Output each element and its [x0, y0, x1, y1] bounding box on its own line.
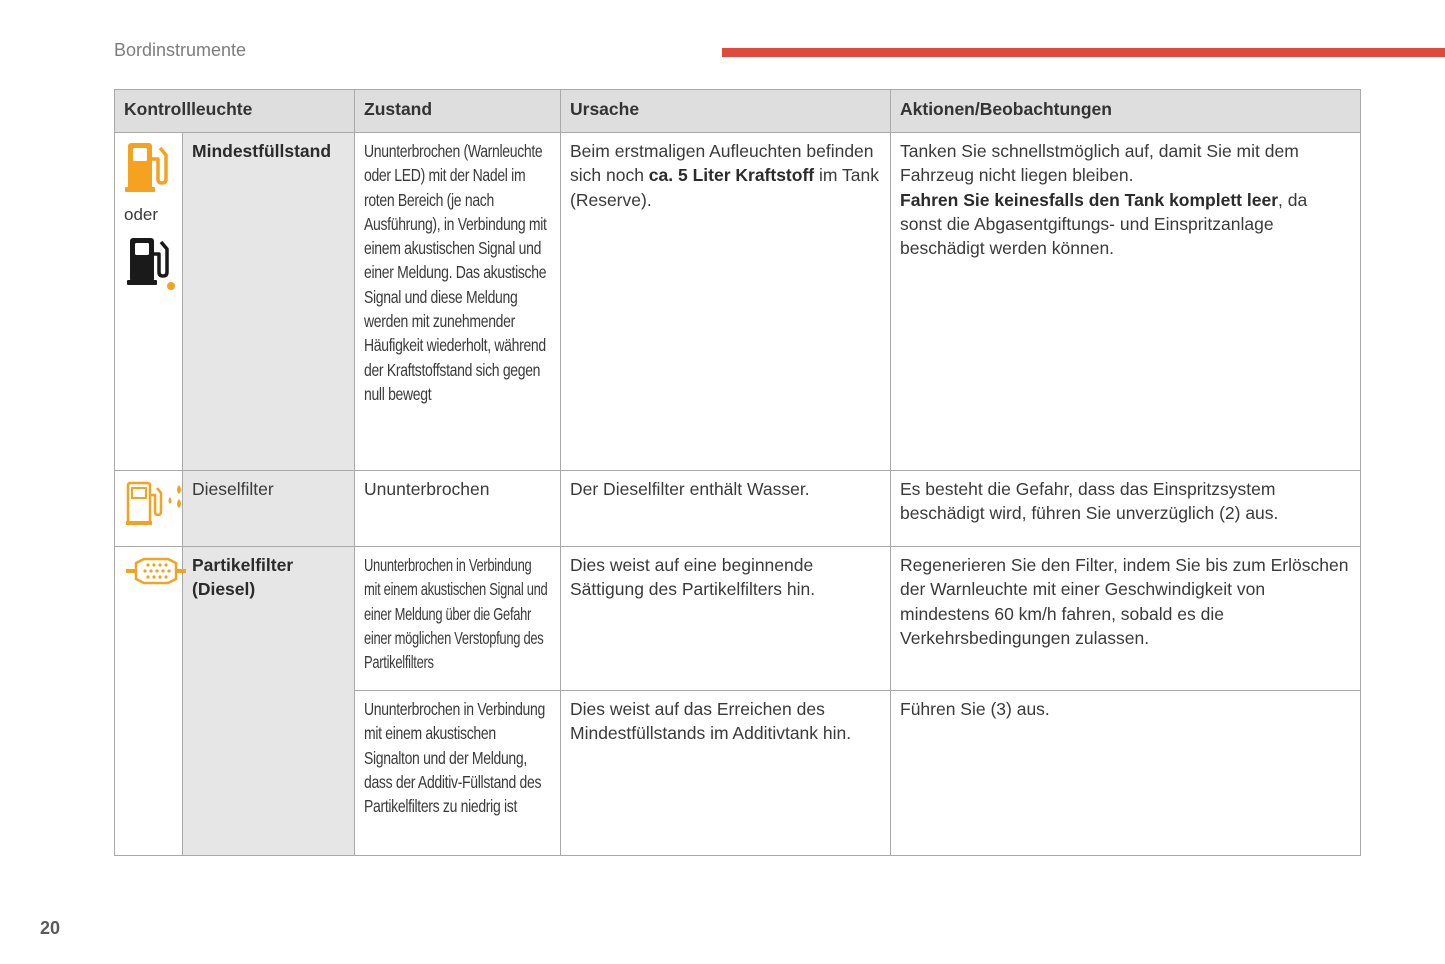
zustand-cell: [355, 547, 561, 691]
col-header-kontrollleuchte: Kontrollleuchte: [115, 90, 355, 133]
icon-cell: [115, 133, 183, 471]
zustand-cell: [355, 471, 561, 547]
page-number: 20: [40, 918, 61, 938]
ursache-cell: [561, 133, 891, 471]
ursache-cell: [561, 547, 891, 691]
light-name-cell: [183, 471, 355, 547]
ursache-text-end: im Tank (Reserve).: [570, 165, 879, 210]
col-header-zustand: Zustand: [355, 90, 561, 133]
diesel-filter-icon: [124, 477, 186, 527]
icon-cell: [115, 547, 183, 856]
zustand-text: Ununterbrochen in Verbindung mit einem akustischen Signalton und der Meldung, dass der Additiv-Füllstand des Partikelfilters zu niedrig ist: [364, 699, 545, 817]
table-header-row: [115, 90, 1361, 133]
aktion-cell: [891, 471, 1361, 547]
aktion-cell: [891, 133, 1361, 471]
zustand-cell: [355, 691, 561, 856]
aktion-text: Regenerieren Sie den Filter, indem Sie bis zum Erlöschen der Warnleuchte mit einer Geschwindigkeit von mindestens 60 km/h fahren, sobald es die Verkehrsbedingungen zulassen.: [900, 555, 1349, 648]
icon-separator: oder: [124, 205, 159, 225]
ursache-cell: [561, 691, 891, 856]
aktion-cell: [891, 547, 1361, 691]
table-row: [115, 133, 1361, 471]
aktion-text: Führen Sie (3) aus.: [900, 699, 1050, 719]
warning-lights-table: [114, 89, 1361, 856]
zustand-text: Ununterbrochen: [364, 479, 490, 499]
ursache-cell: [561, 471, 891, 547]
ursache-text: Dies weist auf eine beginnende Sättigung des Partikelfilters hin.: [570, 555, 816, 600]
accent-bar: [722, 48, 1445, 57]
table-row: [115, 547, 1361, 691]
ursache-text: Der Dieselfilter enthält Wasser.: [570, 479, 810, 499]
zustand-text: Ununterbrochen (Warnleuchte oder LED) mit der Nadel im roten Bereich (je nach Ausführung), in Verbindung mit einem akustischen Signal und einer Meldung. Das akustische Signal und diese Meldung werden mit zunehmender Häufigkeit wiederholt, während der Kraftstoffstand sich gegen null bewegt: [364, 141, 547, 404]
light-name-cell: [183, 133, 355, 471]
light-name-cell: [183, 547, 355, 856]
col-header-ursache: Ursache: [561, 90, 891, 133]
col-header-aktionen: Aktionen/Beobachtungen: [891, 90, 1361, 133]
aktion-text: Es besteht die Gefahr, dass das Einspritzsystem beschädigt wird, führen Sie unverzüglich (2) aus.: [900, 479, 1279, 524]
table-row: [115, 471, 1361, 547]
icon-cell: [115, 471, 183, 547]
aktion-text: Tanken Sie schnellstmöglich auf, damit Sie mit dem Fahrzeug nicht liegen bleiben.: [900, 141, 1299, 186]
zustand-text: Ununterbrochen in Verbindung mit einem akustischen Signal und einer Meldung über die Gefahr einer möglichen Verstopfung des Partikelfilters: [364, 555, 548, 673]
aktion-cell: [891, 691, 1361, 856]
light-name: Partikelfilter (Diesel): [192, 555, 294, 600]
ursache-text: Dies weist auf das Erreichen des Mindestfüllstands im Additivtank hin.: [570, 699, 852, 744]
aktion-bold: Fahren Sie keinesfalls den Tank komplett leer: [900, 189, 1279, 210]
light-name: Mindestfüllstand: [192, 141, 332, 161]
aktion-text-end: , da sonst die Abgasentgiftungs- und Einspritzanlage beschädigt werden können.: [900, 189, 1308, 259]
section-title: Bordinstrumente: [114, 40, 247, 60]
light-name: Dieselfilter: [192, 479, 274, 499]
ursache-text: Beim erstmaligen Aufleuchten befinden sich noch: [570, 141, 874, 186]
particle-filter-icon: [124, 553, 188, 589]
fuel-pump-orange-icon: [124, 139, 170, 193]
fuel-pump-black-led-icon: [124, 234, 178, 292]
zustand-cell: [355, 133, 561, 471]
ursache-bold: ca. 5 Liter Kraftstoff: [648, 165, 815, 186]
